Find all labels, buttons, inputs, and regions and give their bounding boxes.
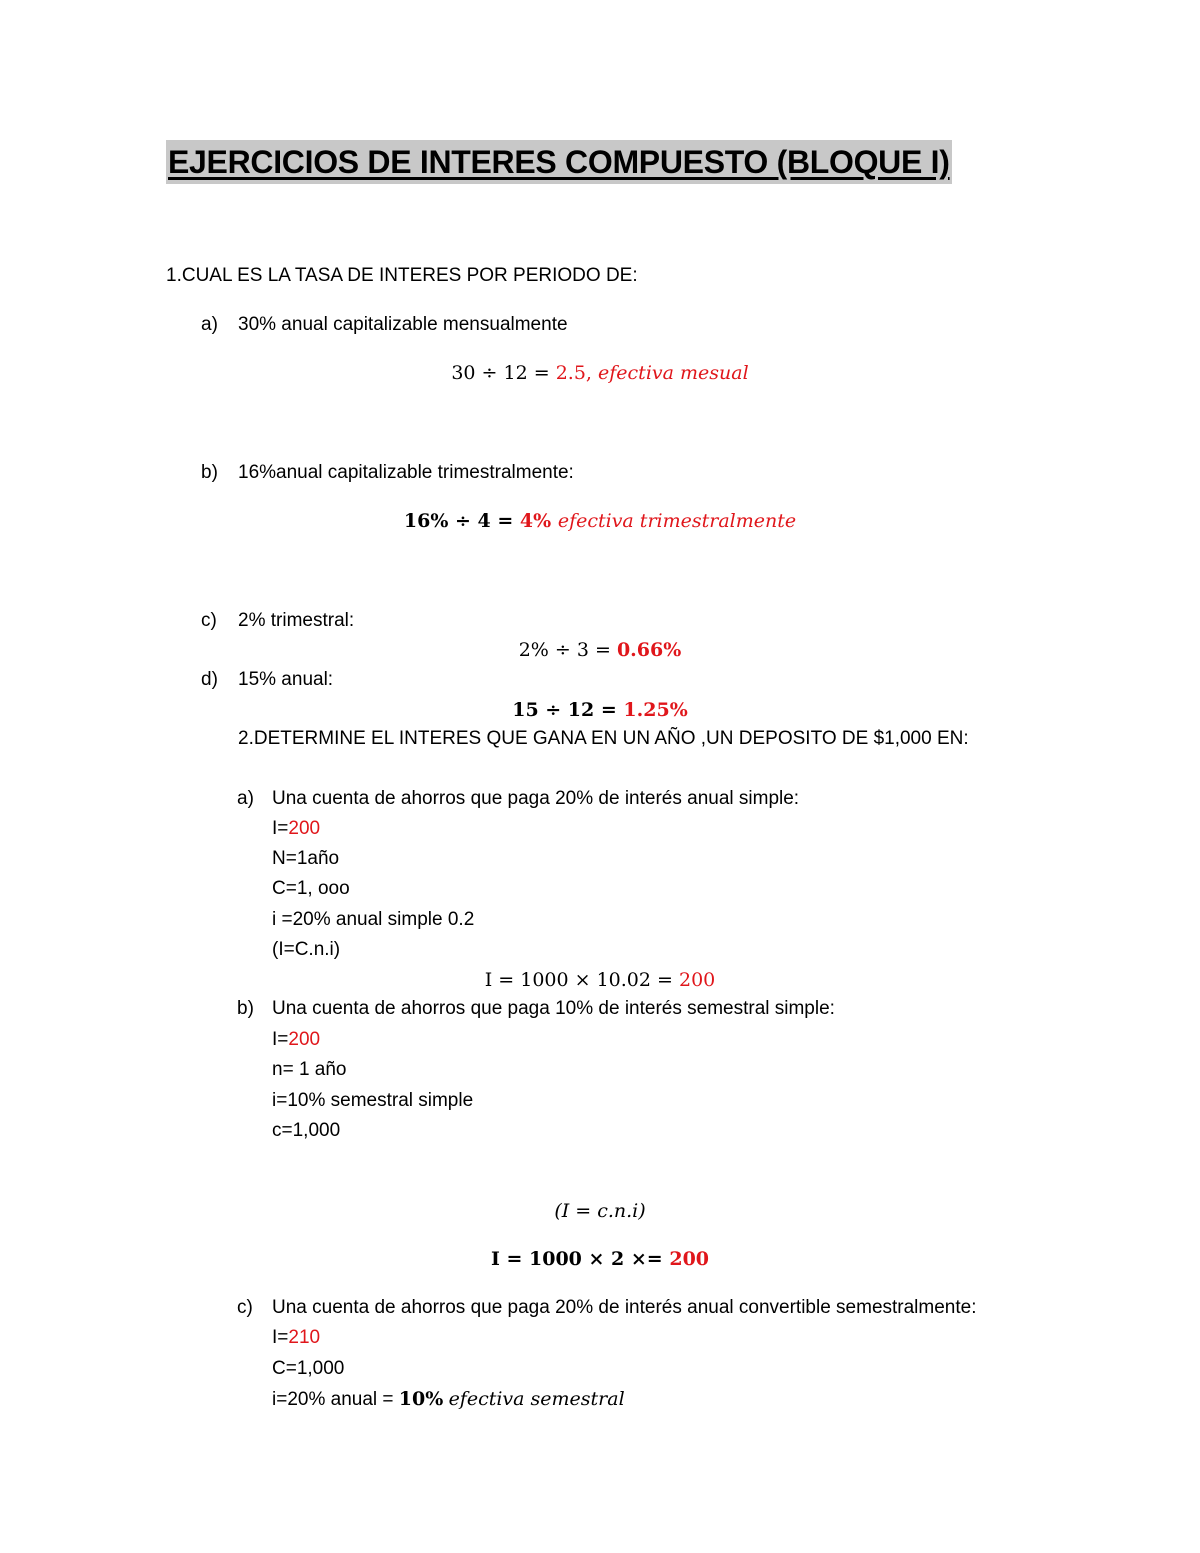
equation	[0, 967, 1200, 993]
equation-lhs: 15 ÷ 12 =	[512, 699, 617, 721]
item-label: c)	[201, 610, 217, 631]
item-text: 16%anual capitalizable trimestralmente:	[238, 462, 574, 483]
page-title: EJERCICIOS DE INTERES COMPUESTO (BLOQUE I)	[166, 140, 952, 184]
interest-value: 210	[288, 1327, 321, 1348]
data-line: C=1,000	[272, 1358, 345, 1379]
rate-prefix: i=20% anual =	[272, 1389, 394, 1410]
equation	[0, 360, 1200, 386]
data-line: c=1,000	[272, 1120, 341, 1141]
equation	[0, 697, 1200, 723]
equation-lhs: 2% ÷ 3 =	[518, 639, 611, 661]
equation-lhs: 30 ÷ 12 =	[451, 362, 550, 384]
interest-prefix: I=	[272, 1327, 289, 1348]
item-label: a)	[237, 788, 254, 809]
equation-lhs: I = 1000 × 10.02 =	[484, 969, 673, 991]
item-label: b)	[201, 462, 218, 483]
rate-line	[272, 1386, 625, 1412]
item-text: 2% trimestral:	[238, 610, 355, 631]
interest-prefix: I=	[272, 818, 289, 839]
question-2-heading: 2.DETERMINE EL INTERES QUE GANA EN UN AÑO ,UN DEPOSITO DE $1,000 EN:	[238, 728, 969, 749]
equation-lhs: I = 1000 × 2 ×=	[490, 1248, 663, 1270]
equation-result: 0.66%	[616, 639, 682, 661]
interest-line	[272, 1028, 320, 1052]
rate-value: 10%	[398, 1388, 444, 1410]
interest-value: 200	[288, 1029, 321, 1050]
formula: (I = c.n.i)	[554, 1200, 646, 1222]
data-line: i =20% anual simple 0.2	[272, 909, 475, 930]
equation-note: efectiva trimestralmente	[557, 510, 797, 532]
interest-prefix: I=	[272, 1029, 289, 1050]
equation-lhs: 16% ÷ 4 =	[403, 510, 514, 532]
interest-value: 200	[288, 818, 321, 839]
item-text: Una cuenta de ahorros que paga 20% de interés anual convertible semestralmente:	[272, 1297, 977, 1318]
equation-result: 200	[679, 969, 716, 991]
item-label: b)	[237, 998, 254, 1019]
item-label: a)	[201, 314, 218, 335]
data-line: C=1, ooo	[272, 878, 350, 899]
equation	[0, 637, 1200, 663]
equation	[0, 1246, 1200, 1272]
data-line: n= 1 año	[272, 1059, 347, 1080]
data-line: N=1año	[272, 848, 340, 869]
interest-line	[272, 1326, 320, 1350]
item-text: 15% anual:	[238, 669, 334, 690]
equation-result: 2.5,	[555, 362, 592, 384]
question-1-heading: 1.CUAL ES LA TASA DE INTERES POR PERIODO DE:	[166, 265, 638, 286]
equation-result: 1.25%	[623, 699, 688, 721]
equation-result: 200	[669, 1248, 710, 1270]
equation-result: 4%	[519, 510, 552, 532]
item-text: 30% anual capitalizable mensualmente	[238, 314, 568, 335]
rate-note: efectiva semestral	[448, 1388, 625, 1410]
data-line: i=10% semestral simple	[272, 1090, 474, 1111]
item-text: Una cuenta de ahorros que paga 20% de interés anual simple:	[272, 788, 800, 809]
item-label: d)	[201, 669, 218, 690]
item-text: Una cuenta de ahorros que paga 10% de interés semestral simple:	[272, 998, 835, 1019]
item-label: c)	[237, 1297, 253, 1318]
interest-line	[272, 817, 320, 841]
equation	[0, 508, 1200, 534]
data-line: (I=C.n.i)	[272, 939, 341, 960]
equation-note: efectiva mesual	[598, 362, 749, 384]
